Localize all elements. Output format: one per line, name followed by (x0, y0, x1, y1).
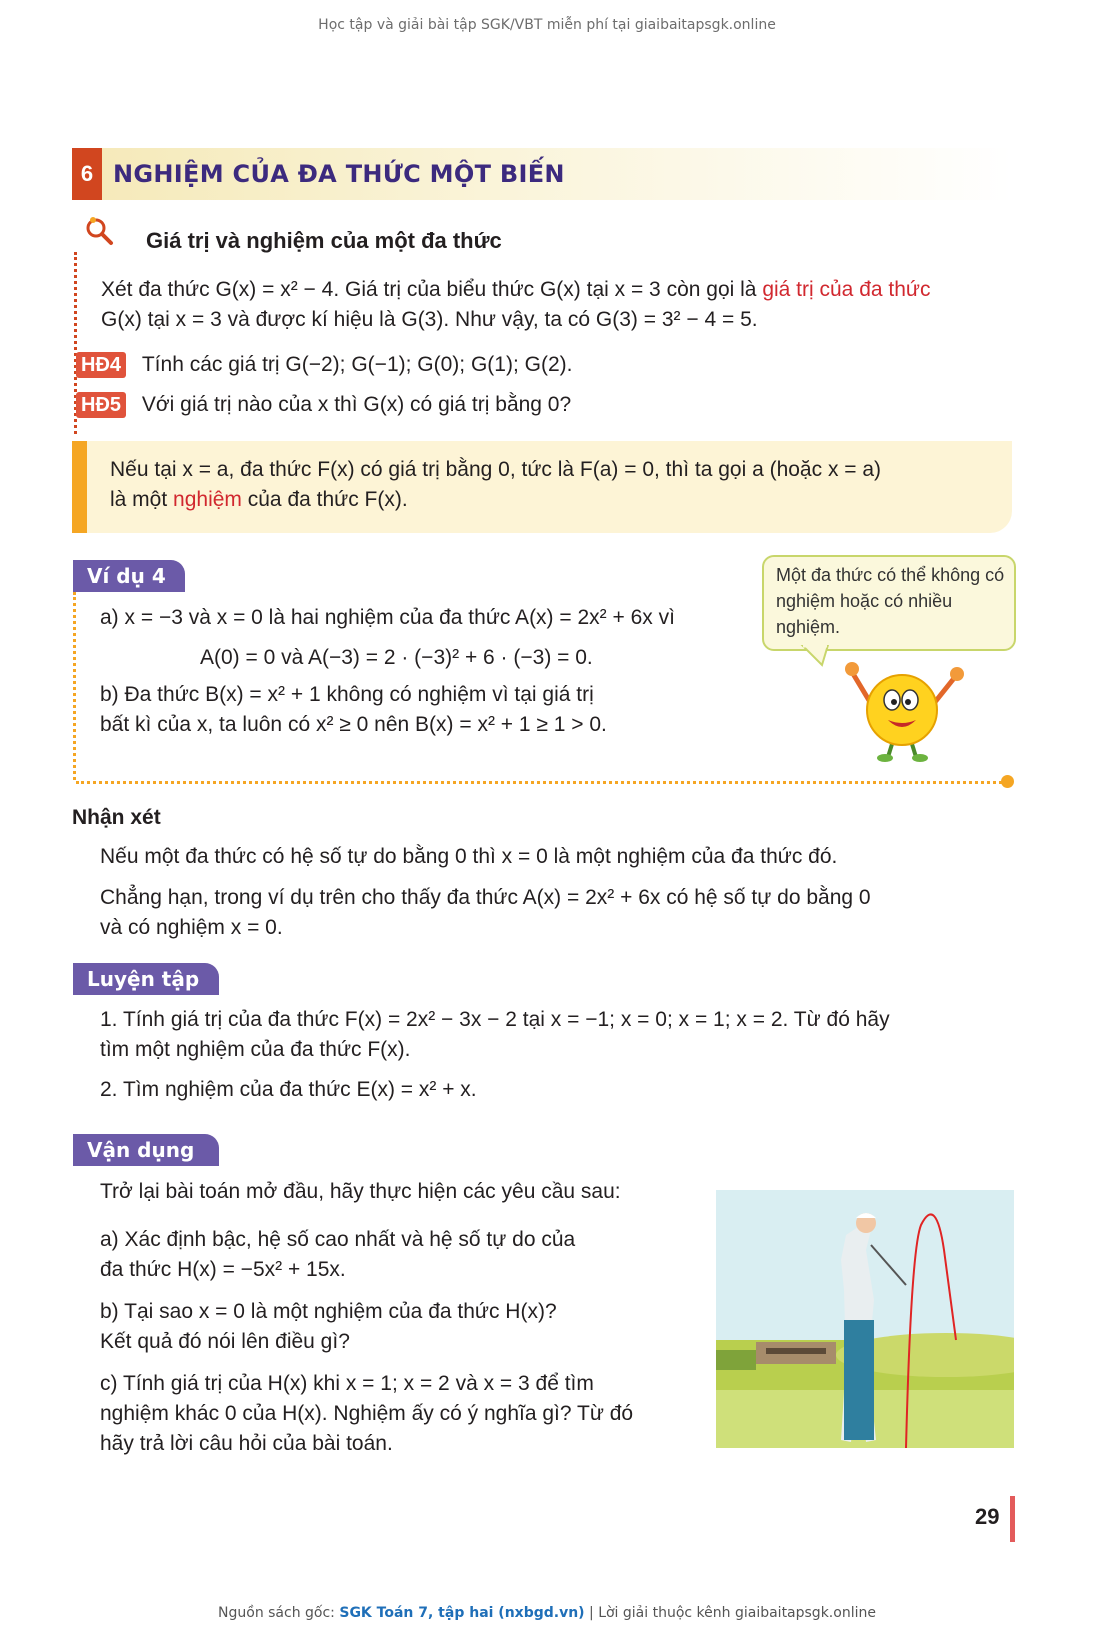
application-a-line-2: đa thức H(x) = −5x² + 15x. (100, 1258, 346, 1281)
header-note: Học tập và giải bài tập SGK/VBT miễn phí tại giaibaitapsgk.online (318, 17, 776, 33)
application-c-line-1: c) Tính giá trị của H(x) khi x = 1; x = 2 và x = 3 để tìm (100, 1372, 594, 1395)
footer-suffix: | Lời giải thuộc kênh giaibaitapsgk.online (584, 1605, 876, 1621)
example-b-line-2: bất kì của x, ta luôn có x² ≥ 0 nên B(x) = x² + 1 ≥ 1 > 0. (100, 713, 607, 736)
magnifier-icon (84, 216, 114, 246)
speech-bubble-text: Một đa thức có thể không có nghiệm hoặc có nhiều nghiệm. (776, 565, 1005, 637)
subsection-title: Giá trị và nghiệm của một đa thức (146, 228, 502, 253)
example-a-line-2: A(0) = 0 và A(−3) = 2 · (−3)² + 6 · (−3) = 0. (200, 646, 593, 669)
activity-hd5 (76, 390, 571, 420)
application-a-line-1: a) Xác định bậc, hệ số cao nhất và hệ số tự do của (100, 1228, 576, 1251)
footer-note (0, 1605, 1094, 1621)
example-dotted-left (73, 592, 76, 780)
activity-text: Với giá trị nào của x thì G(x) có giá trị bằng 0? (141, 393, 572, 416)
activity-tag: HĐ4 (76, 352, 126, 378)
section-number: 6 (72, 148, 102, 200)
footer-source: SGK Toán 7, tập hai (nxbgd.vn) (339, 1605, 585, 1621)
example-tab: Ví dụ 4 (73, 560, 185, 592)
activity-hd4 (76, 350, 572, 380)
speech-tail-icon (800, 645, 830, 667)
example-dotted-bottom (76, 781, 1008, 784)
practice-q1-line-2: tìm một nghiệm của đa thức F(x). (100, 1038, 411, 1061)
application-b-line-2: Kết quả đó nói lên điều gì? (100, 1330, 350, 1353)
page-number-bar (1010, 1496, 1015, 1542)
intro-line-1 (101, 275, 1016, 305)
definition-text: của đa thức F(x). (241, 488, 408, 511)
remark-paragraph-2-line-2: và có nghiệm x = 0. (100, 916, 283, 939)
application-tab: Vận dụng (73, 1134, 219, 1166)
definition-line-1: Nếu tại x = a, đa thức F(x) có giá trị bằng 0, tức là F(a) = 0, thì ta gọi a (hoặc x = a) (110, 458, 882, 481)
intro-highlight: giá trị của đa thức (762, 278, 931, 301)
example-b-line-1: b) Đa thức B(x) = x² + 1 không có nghiệm vì tại giá trị (100, 683, 594, 706)
definition-line-2 (110, 485, 408, 515)
application-b-line-1: b) Tại sao x = 0 là một nghiệm của đa thức H(x)? (100, 1300, 557, 1323)
example-dot-end (1001, 775, 1014, 788)
intro-text: Xét đa thức G(x) = x² − 4. Giá trị của biểu thức G(x) tại x = 3 còn gọi là (101, 278, 763, 301)
practice-tab: Luyện tập 6 (73, 963, 219, 995)
remark-title: Nhận xét (72, 806, 161, 829)
intro-line-2: G(x) tại x = 3 và được kí hiệu là G(3). Như vậy, ta có G(3) = 3² − 4 = 5. (101, 308, 758, 331)
application-c-line-3: hãy trả lời câu hỏi của bài toán. (100, 1432, 393, 1455)
smiley-mascot-icon (840, 652, 970, 762)
remark-paragraph-1: Nếu một đa thức có hệ số tự do bằng 0 thì x = 0 là một nghiệm của đa thức đó. (100, 845, 838, 868)
page-number: 29 (975, 1504, 1000, 1529)
footer-prefix: Nguồn sách gốc: (218, 1605, 340, 1621)
application-c-line-2: nghiệm khác 0 của H(x). Nghiệm ấy có ý nghĩa gì? Từ đó (100, 1402, 634, 1425)
example-a-line-1: a) x = −3 và x = 0 là hai nghiệm của đa thức A(x) = 2x² + 6x vì (100, 606, 675, 629)
remark-paragraph-2-line-1: Chẳng hạn, trong ví dụ trên cho thấy đa thức A(x) = 2x² + 6x có hệ số tự do bằng 0 (100, 886, 871, 909)
application-intro: Trở lại bài toán mở đầu, hãy thực hiện các yêu cầu sau: (100, 1180, 621, 1203)
definition-text: là một (110, 488, 174, 511)
section-title: NGHIỆM CỦA ĐA THỨC MỘT BIẾN (113, 160, 565, 188)
practice-q2: 2. Tìm nghiệm của đa thức E(x) = x² + x. (100, 1078, 477, 1101)
activity-tag: HĐ5 (76, 392, 126, 418)
activity-text: Tính các giá trị G(−2); G(−1); G(0); G(1); G(2). (141, 353, 573, 376)
definition-accent-strip (72, 441, 87, 533)
practice-q1-line-1: 1. Tính giá trị của đa thức F(x) = 2x² − 3x − 2 tại x = −1; x = 0; x = 1; x = 2. Từ đó hãy (100, 1008, 890, 1031)
definition-highlight: nghiệm (173, 488, 242, 511)
golf-illustration (716, 1190, 1014, 1448)
